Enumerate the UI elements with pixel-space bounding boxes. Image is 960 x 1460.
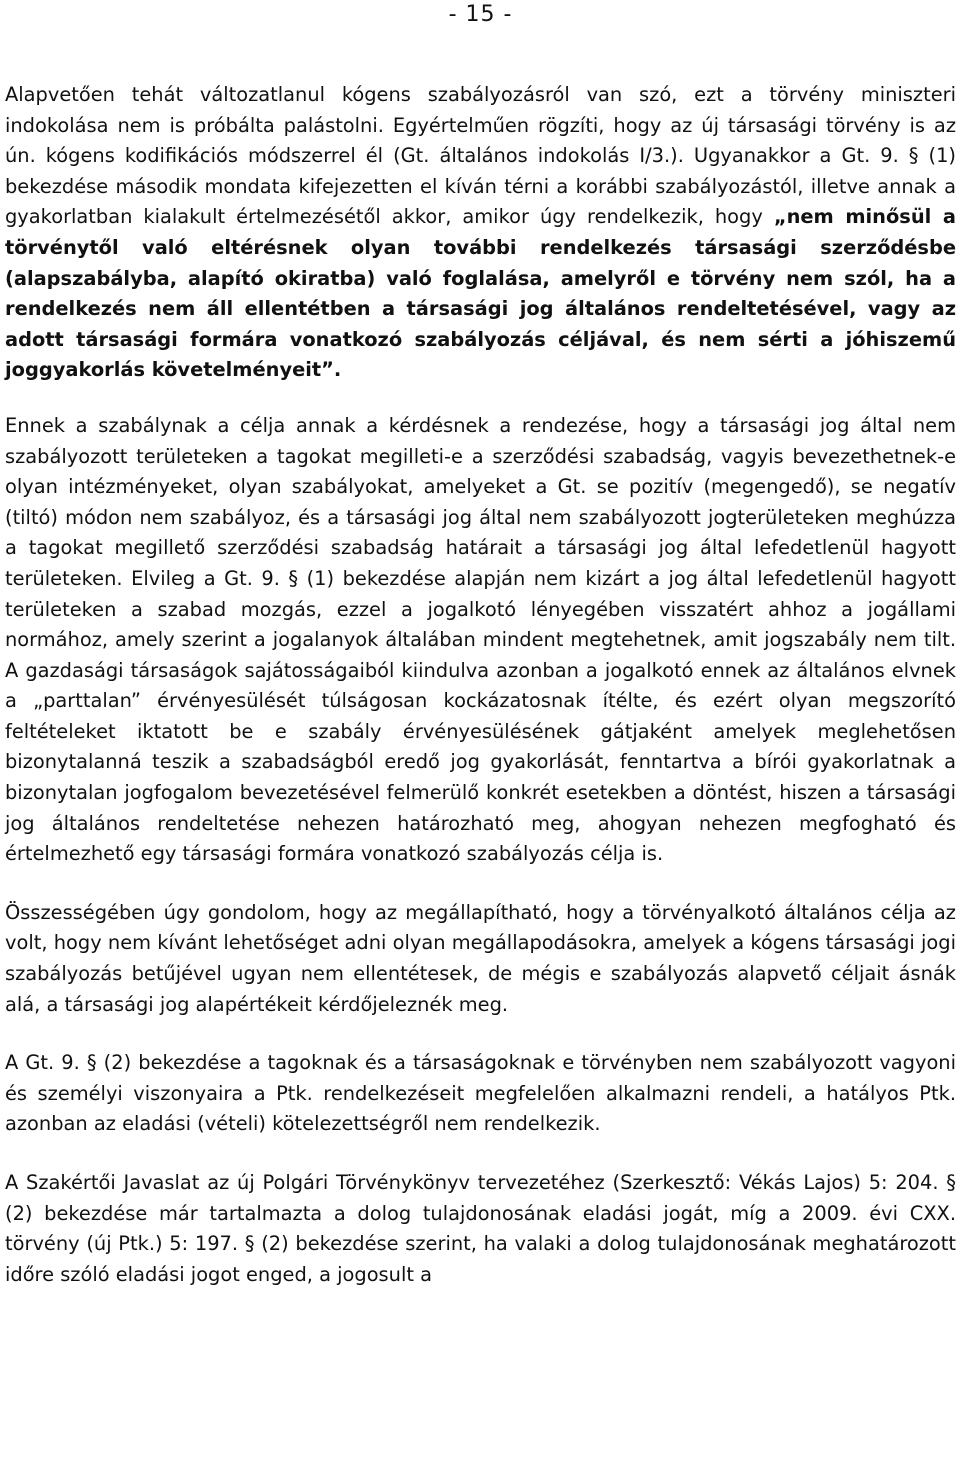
paragraph-2: Ennek a szabálynak a célja annak a kérdésnek a rendezése, hogy a társasági jog által nem szabályozott területeken a tagokat megilleti-e a szerződési szabadság, vagyis bevezethetnek-e olyan intézményeket, olyan szabályokat, amelyeket a Gt. se pozitív (megengedő), se negatív (tiltó) módon nem szabályoz, és a társasági jog által nem szabályozott jogterületeken meghúzza a tagokat megillető szerződési szabadság határait a társasági jog által lefedetlenül hagyott területeken. Elvileg a Gt. 9. § (1) bekezdése alapján nem kizárt a jog által lefedetlenül hagyott területeken a szabad mozgás, ezzel a jogalkotó lényegében visszatért ahhoz a jogállami normához, amely szerint a jogalanyok általában mindent megtehetnek, amit jogszabály nem tilt. A gazdasági társaságok sajátosságaiból kiindulva azonban a jogalkotó ennek az általános elvnek a „parttalan” érvényesülését túlságosan kockázatosnak ítélte, és ezért olyan megszorító feltételeket iktatott be e szabály érvényesülésének gátjaként amelyek meglehetősen bizonytalanná teszik a szabadságból eredő jog gyakorlását, fenntartva a bírói gyakorlatnak a bizonytalan jogfogalom bevezetésével felmerülő konkrét esetekben a döntést, hiszen a társasági jog általános rendeltetése nehezen határozható meg, ahogyan nehezen megfogható és értelmezhető egy társasági formára vonatkozó szabályozás célja is. [5, 413, 956, 866]
page-number: - 15 - [448, 2, 513, 27]
paragraph-3: Összességében úgy gondolom, hogy az megállapítható, hogy a törvényalkotó általános célja az volt, hogy nem kívánt lehetőséget adni olyan megállapodásokra, amelyek a kógens társasági jogi szabályozás betűjével ugyan nem ellentétesek, de mégis e szabályozás alapvető céljait ásnák alá, a társasági jog alapértékeit kérdőjeleznék meg. [5, 900, 956, 1016]
paragraph-1 [5, 80, 956, 386]
paragraph-5: A Szakértői Javaslat az új Polgári Törvénykönyv tervezetéhez (Szerkesztő: Vékás Lajos) 5: 204. § (2) bekezdése már tartalmazta a dolog tulajdonosának eladási jogát, míg a 2009. évi CXX. törvény (új Ptk.) 5: 197. § (2) bekezdése szerint, ha valaki a dolog tulajdonosának meghatározott időre szóló eladási jogot enged, a jogosult a [5, 1171, 956, 1286]
paragraph-1-intro: Alapvetően tehát változatlanul kógens szabályozásról van szó, ezt a törvény miniszteri indokolása nem is próbálta palástolni. Egyértelműen rögzíti, hogy az új társasági törvény is az ún. kógens kodifikációs módszerrel él (Gt. általános indokolás I/3.). Ugyanakkor a Gt. 9. § (1) bekezdése második mondata kifejezetten el kíván térni a korábbi szabályozástól, illetve annak a gyakorlatban kialakult értelmezésétől akkor, amikor úgy rendelkezik, hogy [5, 83, 956, 229]
paragraph-1-end: ”. [321, 358, 342, 382]
paragraph-1-quote: „nem minősül a törvénytől való eltérésnek olyan további rendelkezés társasági szerződésbe (alapszabályba, alapító okiratba) való foglalása, amelyről e törvény nem szól, ha a rendelkezés nem áll ellentétben a társasági jog általános rendeltetésével, vagy az adott társasági formára vonatkozó szabályozás céljával, és nem sérti a jóhiszemű joggyakorlás követelményeit [5, 205, 956, 382]
document-page [5, 0, 956, 1318]
paragraph-4: A Gt. 9. § (2) bekezdése a tagoknak és a társaságoknak e törvényben nem szabályozott vagyoni és személyi viszonyaira a Ptk. rendelkezéseit megfelelően alkalmazni rendeli, a hatályos Ptk. azonban az eladási (vételi) kötelezettségről nem rendelkezik. [5, 1051, 956, 1136]
